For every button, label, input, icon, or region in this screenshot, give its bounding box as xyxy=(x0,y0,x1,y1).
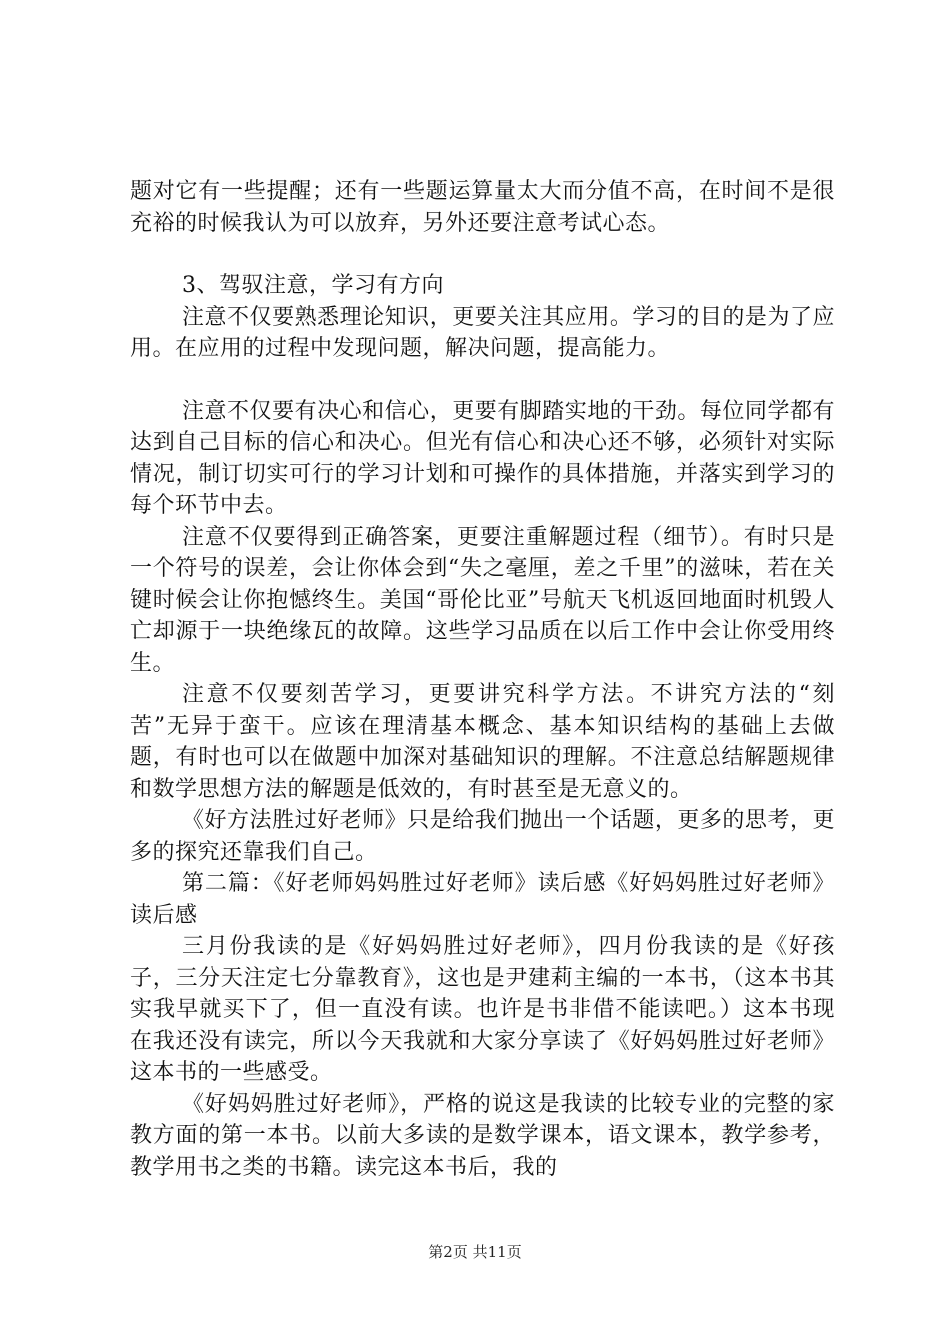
paragraph-4: 注意不仅要得到正确答案，更要注重解题过程（细节）。有时只是一个符号的误差，会让你体会到“失之毫厘，差之千里”的滋味，若在关键时候会让你抱憾终生。美国“哥伦比亚”号航天飞机返回地面时机毁人亡却源于一块绝缘瓦的故障。这些学习品质在以后工作中会让你受用终生。 xyxy=(130,524,835,676)
paragraph-3: 注意不仅要有决心和信心，更要有脚踏实地的干劲。每位同学都有达到自己目标的信心和决心。但光有信心和决心还不够，必须针对实际情况，制订切实可行的学习计划和可操作的具体措施，并落实到学习的每个环节中去。 xyxy=(130,398,835,518)
paragraph-gap xyxy=(130,365,835,396)
paragraph-6: 《好方法胜过好老师》只是给我们抛出一个话题，更多的思考，更多的探究还靠我们自己。 xyxy=(130,808,835,865)
paragraph-8: 《好妈妈胜过好老师》，严格的说这是我读的比较专业的完整的家教方面的第一本书。以前大多读的是数学课本，语文课本，教学参考，教学用书之类的书籍。读完这本书后，我的 xyxy=(130,1091,835,1180)
paragraph-2: 注意不仅要熟悉理论知识，更要关注其应用。学习的目的是为了应用。在应用的过程中发现问题，解决问题，提高能力。 xyxy=(130,304,835,361)
paragraph-7: 三月份我读的是《好妈妈胜过好老师》，四月份我读的是《好孩子，三分天注定七分靠教育》，这也是尹建莉主编的一本书，（这本书其实我早就买下了，但一直没有读。也许是书非借不能读吧。）这本书现在我还没有读完，所以今天我就和大家分享读了《好妈妈胜过好老师》这本书的一些感受。 xyxy=(130,934,835,1085)
page-number-footer: 第2页 共11页 xyxy=(428,1243,522,1261)
section-heading: 3、驾驭注意，学习有方向 xyxy=(182,273,444,298)
paragraph-gap xyxy=(130,239,835,270)
chapter-title: 第二篇：《好老师妈妈胜过好老师》读后感《好妈妈胜过好老师》读后感 xyxy=(130,871,835,928)
paragraph-5: 注意不仅要刻苦学习，更要讲究科学方法。不讲究方法的“刻苦”无异于蛮干。应该在理清基本概念、基本知识结构的基础上去做题，有时也可以在做题中加深对基础知识的理解。不注意总结解题规律和数学思想方法的解题是低效的，有时甚至是无意义的。 xyxy=(130,682,835,802)
document-body xyxy=(130,176,835,1183)
paragraph-1: 题对它有一些提醒；还有一些题运算量太大而分值不高，在时间不是很充裕的时候我认为可以放弃，另外还要注意考试心态。 xyxy=(130,179,835,236)
